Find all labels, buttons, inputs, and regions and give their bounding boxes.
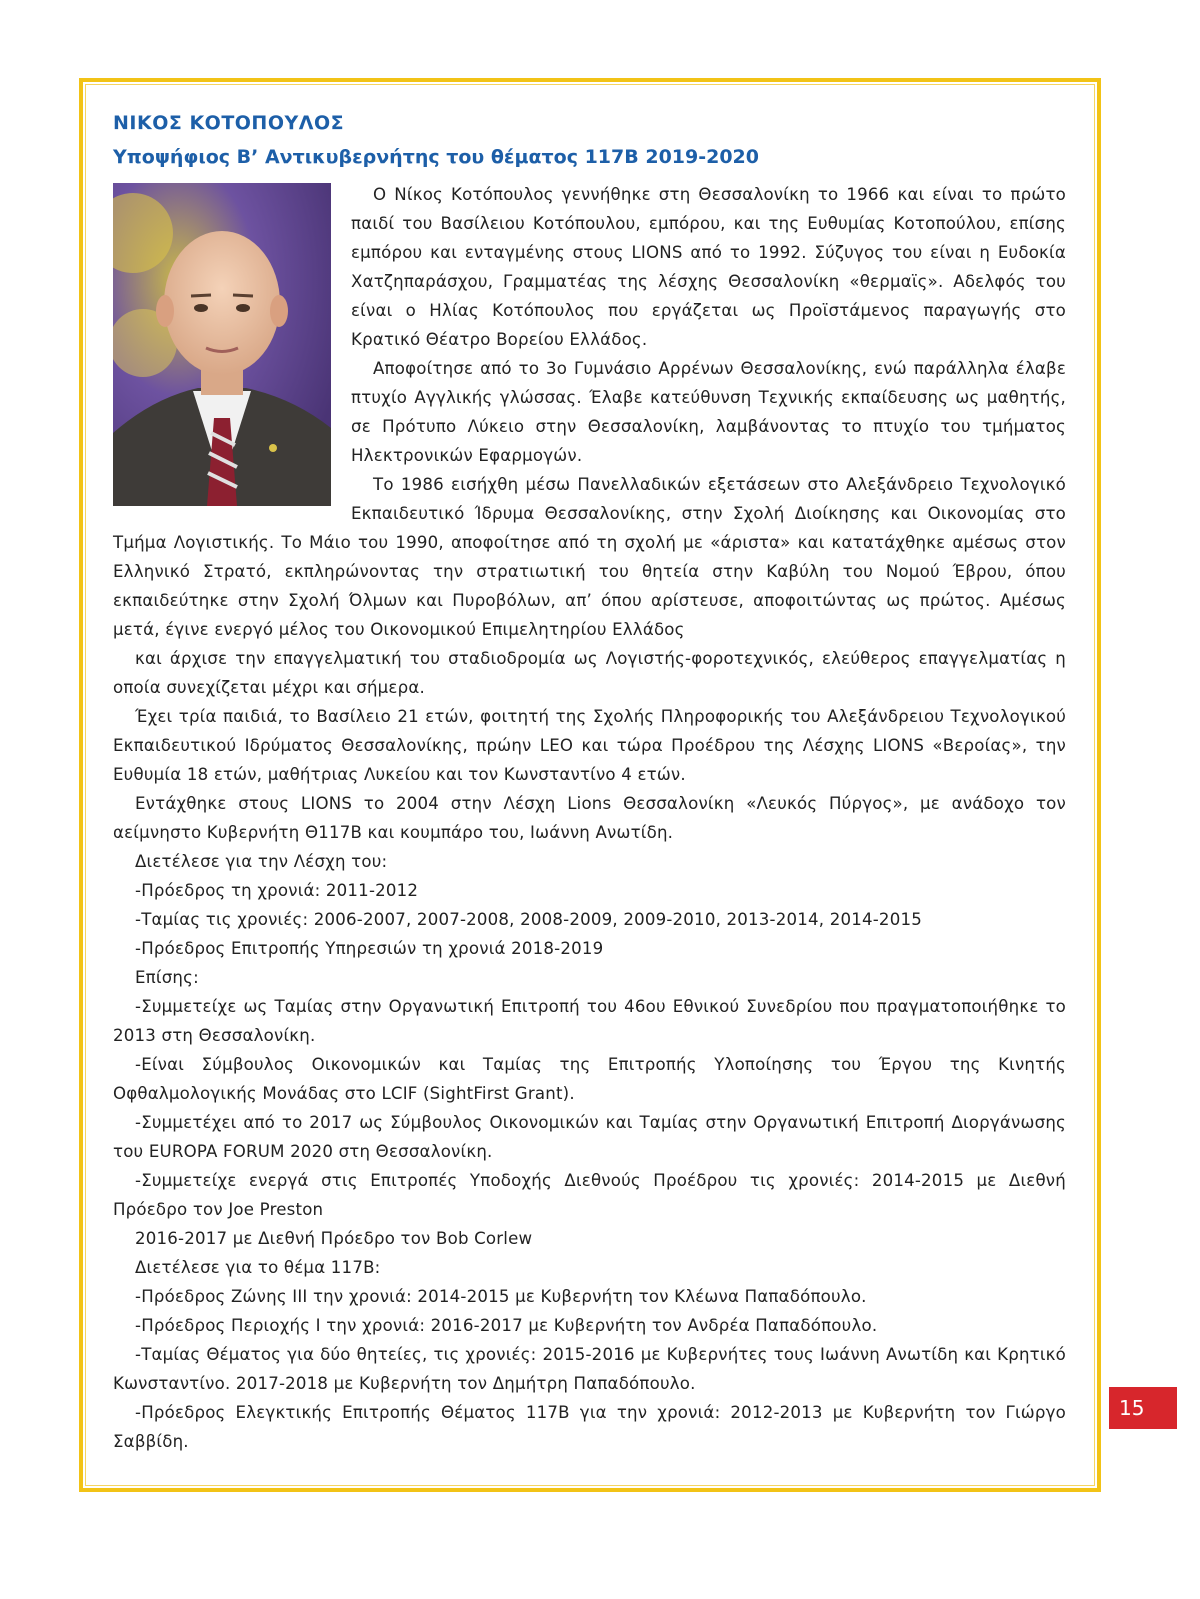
list-item: -Πρόεδρος τη χρονιά: 2011-2012 [135,881,419,900]
page-number-badge: 15 [1109,1387,1177,1429]
paragraph-education: Αποφοίτησε από το 3ο Γυμνάσιο Αρρένων Θεσσαλονίκης, ενώ παράλληλα έλαβε πτυχίο Αγγλικής γλώσσας. Έλαβε κατεύθυνση Τεχνικής εκπαίδευσης ως μαθητής, σε Πρότυπο Λύκειο στην Θεσσαλονίκη, λαμβάνοντας το πτυχίο του τμήματος Ηλεκτρονικών Εφαρμογών. [351,359,1066,465]
paragraph-university: Το 1986 εισήχθη μέσω Πανελλαδικών εξετάσεων στο Αλεξάνδρειο Τεχνολογικό Εκπαιδευτικό Ίδρυμα Θεσσαλονίκης, στην Σχολή Διοίκησης και Οικονομίας στο Τμήμα Λογιστικής. Το Μάιο του 1990, αποφοίτησε από τη σχολή με «άριστα» και κατατάχθηκε αμέσως στον Ελληνικό Στρατό, εκπληρώνοντας την στρατιωτική του θητεία στην Καβύλη του Νομού Έβρου, όπου εκπαιδεύτηκε στην Σχολή Όλμων και Πυροβόλων, απ’ όπου αρίστευσε, αποφοιτώντας ως πρώτος. Αμέσως μετά, έγινε ενεργό μέλος του Οικονομικού Επιμελητηρίου Ελλάδος [113,475,1066,639]
list-item: -Πρόεδρος Ζώνης ΙΙΙ την χρονιά: 2014-2015 με Κυβερνήτη τον Κλέωνα Παπαδόπουλο. [135,1287,867,1306]
list-item: -Πρόεδρος Περιοχής Ι την χρονιά: 2016-2017 με Κυβερνήτη τον Ανδρέα Παπαδόπουλο. [135,1316,878,1335]
list-item: -Πρόεδρος Ελεγκτικής Επιτροπής Θέματος 117Β για την χρονιά: 2012-2013 με Κυβερνήτη τον Γιώργο Σαββίδη. [113,1403,1066,1451]
paragraph-district-roles-heading: Διετέλεσε για το θέμα 117Β: [135,1258,381,1277]
paragraph-also-heading: Επίσης: [135,968,199,987]
list-item: -Συμμετέχει από το 2017 ως Σύμβουλος Οικονομικών και Ταμίας στην Οργανωτική Επιτροπή Διοργάνωσης του EUROPA FORUM 2020 στη Θεσσαλονίκη. [113,1113,1066,1161]
list-item: -Συμμετείχε ενεργά στις Επιτροπές Υποδοχής Διεθνούς Προέδρου τις χρονιές: 2014-2015 με Διεθνή Πρόεδρο τον Joe Preston [113,1171,1066,1219]
candidate-title: Υποψήφιος Β’ Αντικυβερνήτης του θέματος 117Β 2019-2020 [113,146,759,168]
list-item: -Είναι Σύμβουλος Οικονομικών και Ταμίας της Επιτροπής Υλοποίησης του Έργου της Κινητής Οφθαλμολογικής Μονάδας στο LCIF (SightFirst Grant). [113,1055,1066,1103]
paragraph-lions-join: Εντάχθηκε στους LIONS το 2004 στην Λέσχη Lions Θεσσαλονίκη «Λευκός Πύργος», με ανάδοχο τον αείμνηστο Κυβερνήτη Θ117Β και κουμπάρο του, Ιωάννη Ανωτίδη. [113,794,1066,842]
portrait-photo [113,183,331,506]
paragraph-club-roles-heading: Διετέλεσε για την Λέσχη του: [135,852,388,871]
portrait-illustration [113,183,331,506]
list-item: -Ταμίας Θέματος για δύο θητείες, τις χρονιές: 2015-2016 με Κυβερνήτες τους Ιωάννη Ανωτίδη και Κρητικό Κωνσταντίνο. 2017-2018 με Κυβερνήτη τον Δημήτρη Παπαδόπουλο. [113,1345,1066,1393]
paragraph-birth: Ο Νίκος Κοτόπουλος γεννήθηκε στη Θεσσαλονίκη το 1966 και είναι το πρώτο παιδί του Βασίλειου Κοτόπουλου, εμπόρου, και της Ευθυμίας Κοτοπούλου, επίσης εμπόρου και ενταγμένης στους LIONS από το 1992. Σύζυγος του είναι η Ευδοκία Χατζηπαράσχου, Γραμματέας της λέσχης Θεσσαλονίκη «θερμαϊς». Αδελφός του είναι ο Ηλίας Κοτόπουλος που εργάζεται ως Προϊστάμενος παραγωγής στο Κρατικό Θέατρο Βορείου Ελλάδος. [351,185,1066,349]
list-item: -Ταμίας τις χρονιές: 2006-2007, 2007-2008, 2008-2009, 2009-2010, 2013-2014, 2014-2015 [135,910,922,929]
paragraph-career: και άρχισε την επαγγελματική του σταδιοδρομία ως Λογιστής-φοροτεχνικός, ελεύθερος επαγγελματίας η οποία συνεχίζεται μέχρι και σήμερα. [113,649,1066,697]
paragraph-children: Έχει τρία παιδιά, το Βασίλειο 21 ετών, φοιτητή της Σχολής Πληροφορικής του Αλεξάνδρειου Τεχνολογικού Εκπαιδευτικού Ιδρύματος Θεσσαλονίκης, πρώην LEO και τώρα Προέδρου της Λέσχης LIONS «Βεροίας», την Ευθυμία 18 ετών, μαθήτριας Λυκείου και τον Κωνσταντίνο 4 ετών. [113,707,1066,784]
person-name: ΝΙΚΟΣ ΚΟΤΟΠΟΥΛΟΣ [113,112,345,134]
article [113,108,1066,1456]
list-item: 2016-2017 με Διεθνή Πρόεδρο τον Bob Corlew [135,1229,533,1248]
list-item: -Πρόεδρος Επιτροπής Υπηρεσιών τη χρονιά 2018-2019 [135,939,604,958]
list-item: -Συμμετείχε ως Ταμίας στην Οργανωτική Επιτροπή του 46ου Εθνικού Συνεδρίου που πραγματοποιήθηκε το 2013 στη Θεσσαλονίκη. [113,997,1066,1045]
